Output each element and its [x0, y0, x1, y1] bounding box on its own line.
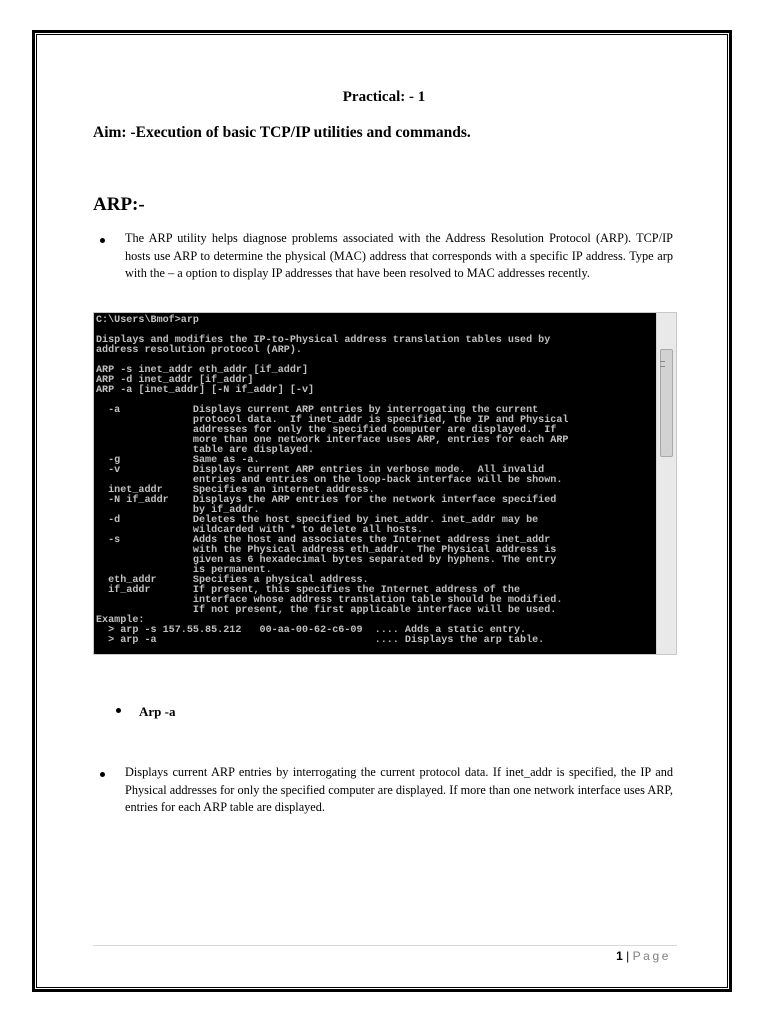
page-footer: [616, 949, 671, 963]
terminal-line: If not present, the first applicable interface will be used.: [96, 605, 557, 616]
terminal-scrollbar: [656, 313, 676, 654]
terminal-line: > arp -s 157.55.85.212 00-aa-00-62-c6-09 .... Adds a static entry.: [96, 625, 527, 636]
terminal-line: eth_addr Specifies a physical address.: [96, 575, 369, 586]
page-number: 1: [616, 949, 623, 963]
terminal-line: -s Adds the host and associates the Internet address inet_addr: [96, 535, 551, 546]
terminal-line: table are displayed.: [96, 445, 315, 456]
arp-a-description: Displays current ARP entries by interrogating the current protocol data. If inet_addr is specified, the IP and Physical addresses for only the specified computer are displayed. If more than one network interface uses ARP, entries for each ARP table are displayed.: [125, 765, 673, 815]
aim-heading: Aim: -Execution of basic TCP/IP utilities and commands.: [93, 124, 471, 141]
page-word: Page: [632, 949, 671, 963]
terminal-line: ARP -d inet_addr [if_addr]: [96, 375, 254, 386]
bullet-icon: [100, 238, 105, 243]
terminal-line: protocol data. If inet_addr is specified, the IP and Physical: [96, 415, 569, 426]
terminal-line: -d Deletes the host specified by inet_addr. inet_addr may be: [96, 515, 539, 526]
terminal-line: -N if_addr Displays the ARP entries for the network interface specified: [96, 495, 557, 506]
terminal-line: address resolution protocol (ARP).: [96, 345, 302, 356]
terminal-output: [94, 313, 656, 654]
bullet-icon: [116, 708, 121, 713]
intro-paragraph: The ARP utility helps diagnose problems associated with the Address Resolution Protocol (ARP). TCP/IP hosts use ARP to determine the physical (MAC) address that corresponds with a specific IP address. Type arp with the – a option to display IP addresses that have been resolved to MAC addresses recently.: [125, 231, 673, 281]
command-prompt-screenshot: [93, 312, 677, 655]
arp-section-heading: ARP:-: [93, 194, 145, 215]
terminal-line: with the Physical address eth_addr. The Physical address is: [96, 545, 557, 556]
terminal-line: > arp -a .... Displays the arp table.: [96, 635, 545, 646]
footer-divider: [93, 945, 677, 946]
bullet-icon: [100, 772, 105, 777]
footer-separator: |: [626, 949, 630, 963]
terminal-line: Example:: [96, 615, 145, 626]
page-title: Practical: - 1: [342, 89, 426, 105]
terminal-line: wildcarded with * to delete all hosts.: [96, 525, 424, 536]
arp-a-label: Arp -a: [139, 704, 176, 719]
terminal-line: more than one network interface uses ARP, entries for each ARP: [96, 435, 569, 446]
terminal-line: given as 6 hexadecimal bytes separated by hyphens. The entry: [96, 555, 557, 566]
terminal-line: Displays and modifies the IP-to-Physical address translation tables used by: [96, 335, 551, 346]
terminal-line: -v Displays current ARP entries in verbose mode. All invalid: [96, 465, 545, 476]
terminal-line: ARP -a [inet_addr] [-N if_addr] [-v]: [96, 385, 315, 396]
terminal-line: addresses for only the specified computer are displayed. If: [96, 425, 557, 436]
terminal-line: C:\Users\Bmof>arp: [96, 315, 199, 326]
terminal-line: -g Same as -a.: [96, 455, 260, 466]
terminal-line: interface whose address translation table should be modified.: [96, 595, 563, 606]
terminal-line: ARP -s inet_addr eth_addr [if_addr]: [96, 365, 309, 376]
terminal-line: by if_addr.: [96, 505, 260, 516]
terminal-line: -a Displays current ARP entries by interrogating the current: [96, 405, 539, 416]
terminal-line: inet_addr Specifies an internet address.: [96, 485, 375, 496]
terminal-line: if_addr If present, this specifies the Internet address of the: [96, 585, 521, 596]
terminal-line: is permanent.: [96, 565, 272, 576]
scrollbar-grip-icon: [660, 361, 665, 367]
terminal-line: entries and entries on the loop-back interface will be shown.: [96, 475, 563, 486]
